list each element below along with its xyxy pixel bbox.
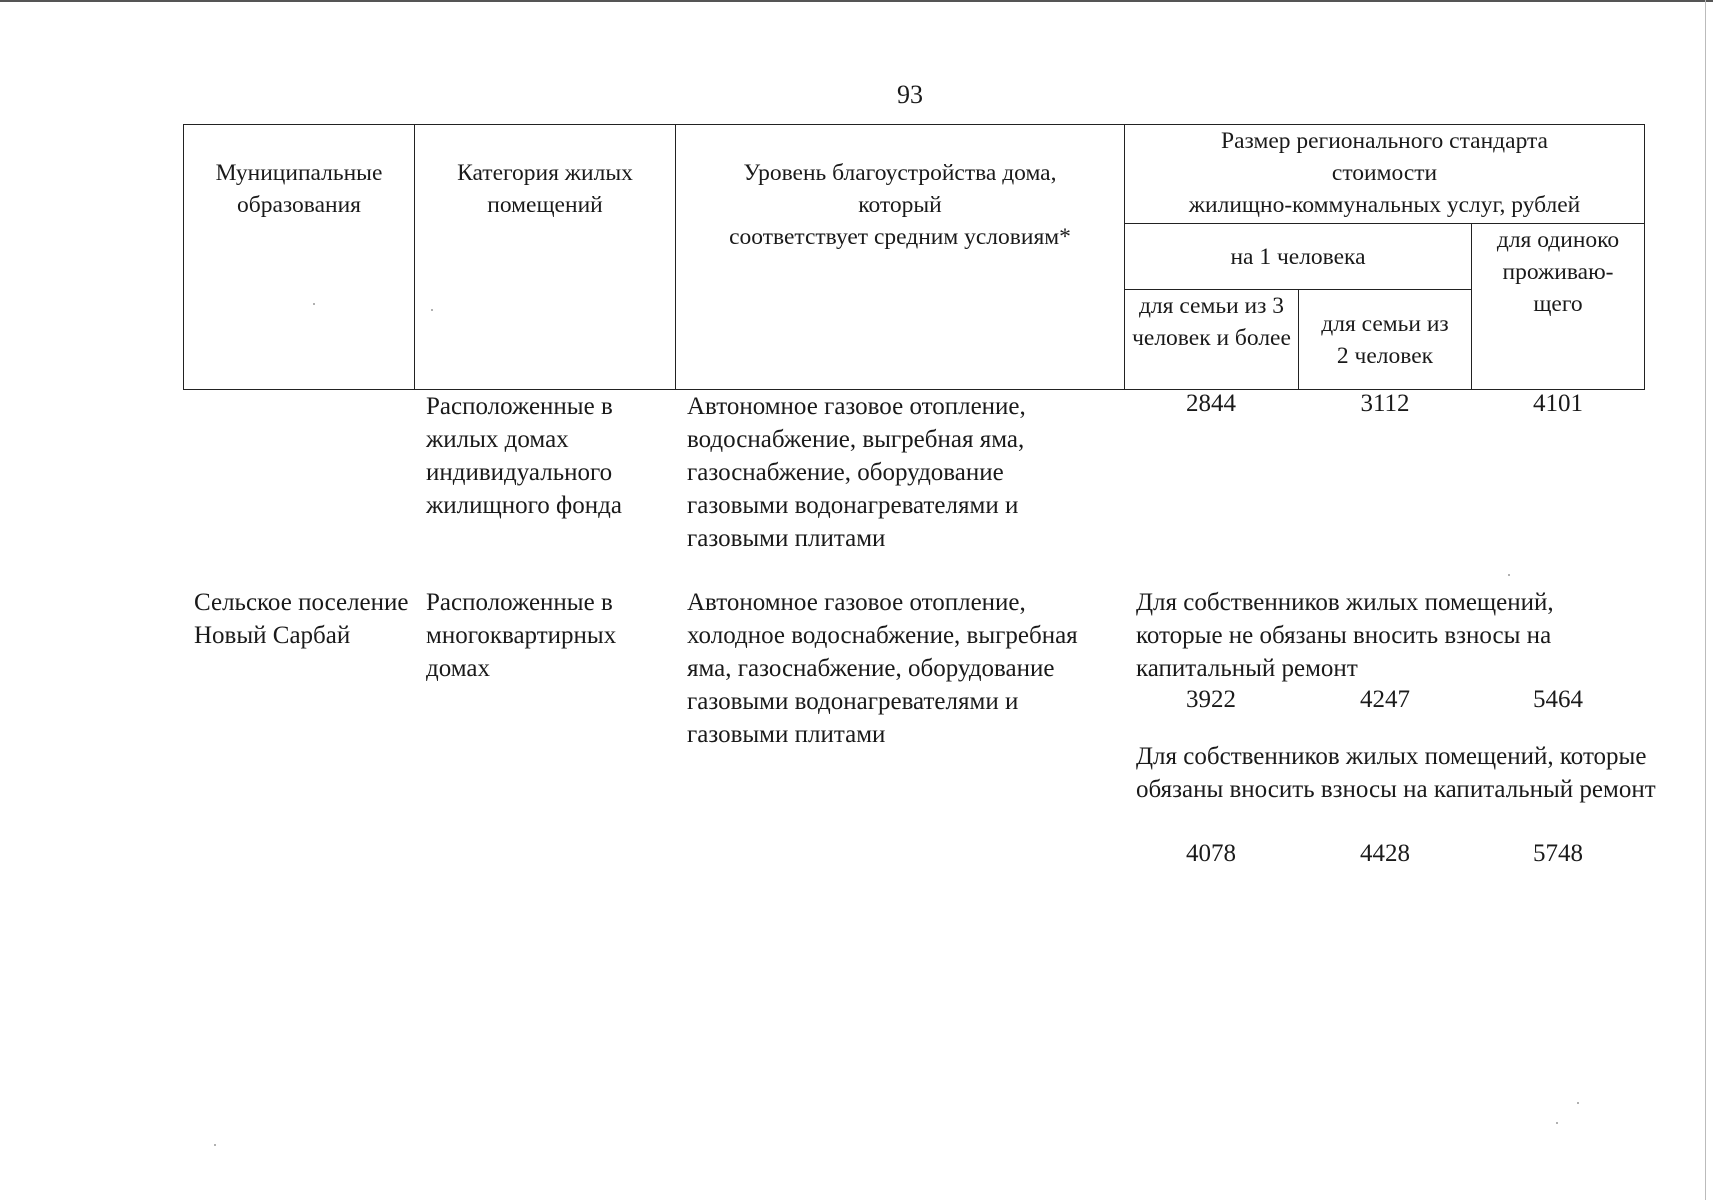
row2-category: Расположенные в многоквартирных домах: [426, 589, 617, 682]
header-municipality-text: Муниципальные образования: [215, 160, 383, 218]
header-family3-text: для семьи из 3 человек и более: [1132, 293, 1291, 351]
scan-speck: [1508, 574, 1510, 576]
row2-level: Автономное газовое отопление, холодное водоснабжение, выгребная яма, газоснабжение, оборудование газовыми водонагревателями и газовыми плитами: [687, 589, 1078, 748]
row2-group2-value-family3: 4078: [1186, 840, 1236, 867]
page-number: 93: [897, 80, 923, 109]
header-level: [676, 125, 1125, 390]
header-family2-text: для семьи из 2 человек: [1321, 310, 1449, 369]
header-per-person-text: на 1 человека: [1230, 243, 1366, 270]
header-size-line1: Размер регионального стандарта стоимости: [1221, 128, 1548, 186]
row2-group2-value-single: 5748: [1533, 840, 1583, 867]
scan-speck: [431, 309, 433, 311]
scan-speck: [313, 303, 315, 305]
page-top-edge: [0, 0, 1713, 2]
scan-speck: [1577, 1102, 1579, 1104]
header-level-line1: Уровень благоустройства дома, который: [743, 160, 1057, 218]
row2-note-1: Для собственников жилых помещений, которые не обязаны вносить взносы на капитальный ремонт: [1136, 589, 1554, 682]
header-level-line2: соответствует средним условиям*: [729, 224, 1071, 250]
header-size-line2: жилищно-коммунальных услуг, рублей: [1188, 192, 1581, 218]
scan-speck: [214, 1144, 216, 1146]
row1-value-family3: 2844: [1186, 390, 1236, 417]
header-family2: [1299, 290, 1472, 390]
page-right-edge: [1705, 0, 1706, 1200]
row2-group1-value-single: 5464: [1533, 686, 1583, 713]
row2-municipality: Сельское поселение Новый Сарбай: [194, 589, 409, 649]
header-per-person: [1125, 224, 1472, 290]
header-single-text: для одиноко проживаю-щего: [1496, 227, 1620, 317]
header-municipality: [184, 125, 415, 390]
header-single: [1472, 224, 1645, 390]
row2-group2-value-family2: 4428: [1360, 840, 1410, 867]
header-size: [1125, 125, 1645, 224]
row2-group1-value-family2: 4247: [1360, 686, 1410, 713]
row1-category: Расположенные в жилых домах индивидуального жилищного фонда: [426, 393, 622, 519]
header-family3: [1125, 290, 1299, 390]
row1-level: Автономное газовое отопление, водоснабжение, выгребная яма, газоснабжение, оборудование газовыми водонагревателями и газовыми плитами: [687, 393, 1026, 552]
table-header: [183, 124, 1645, 390]
scan-speck: [1556, 1122, 1558, 1124]
row2-group1-value-family3: 3922: [1186, 686, 1236, 713]
row2-note-2: Для собственников жилых помещений, которые обязаны вносить взносы на капитальный ремонт: [1136, 743, 1656, 803]
header-category: [415, 125, 676, 390]
header-category-text: Категория жилых помещений: [457, 160, 633, 218]
row1-value-single: 4101: [1533, 390, 1583, 417]
row1-value-family2: 3112: [1360, 390, 1410, 417]
